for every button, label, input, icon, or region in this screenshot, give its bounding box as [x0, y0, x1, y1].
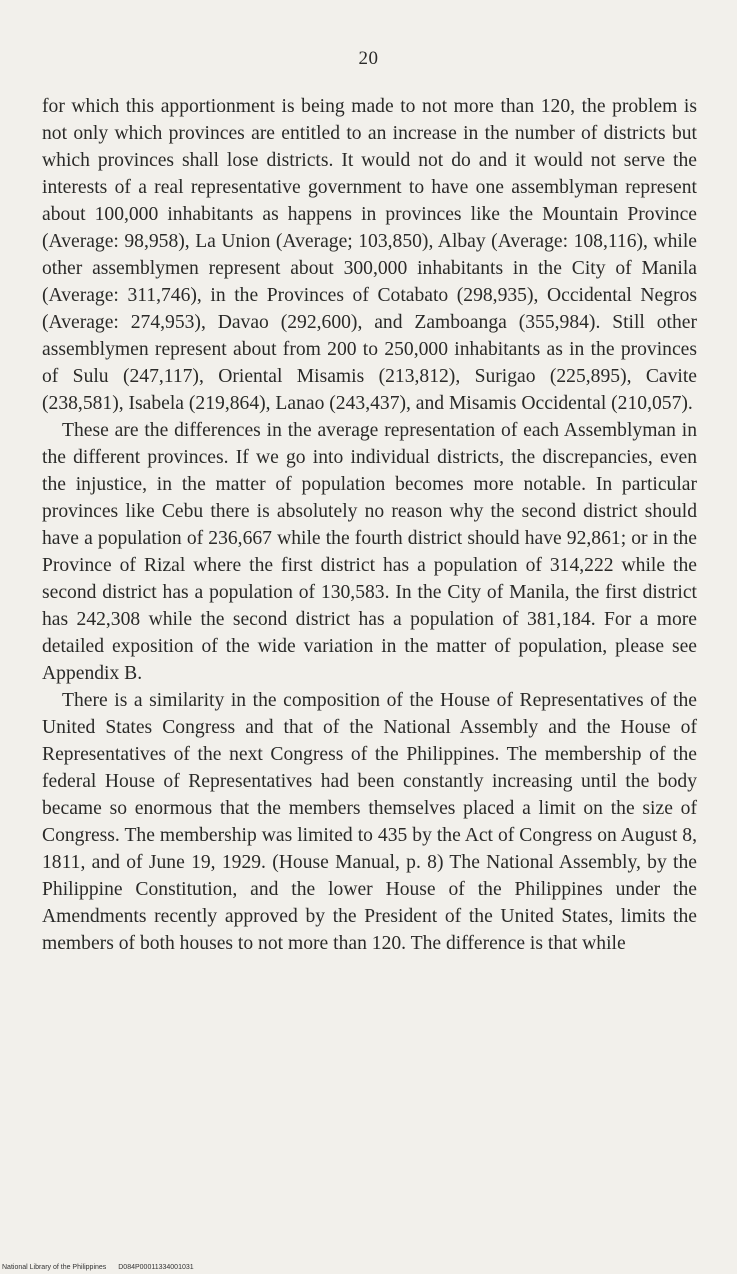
footer-identifier: D084P00011334001031: [118, 1264, 194, 1271]
paragraph-continuation: for which this apportionment is being made to not more than 120, the problem is not only which provinces are entitled to an increase in the number of districts but which provinces shall lose districts. It would not do and it would not serve the interests of a real representative government to have one assemblyman represent about 100,000 inhabitants as happens in provinces like the Mountain Province (Average: 98,958), La Union (Average; 103,850), Albay (Average: 108,116), while other assemblymen represent about 300,000 inhabitants in the City of Manila (Average: 311,746), in the Provinces of Cotabato (298,935), Occidental Negros (Average: 274,953), Davao (292,600), and Zamboanga (355,984). Still other assemblymen represent about from 200 to 250,000 inhabitants as in the provinces of Sulu (247,117), Oriental Misamis (213,812), Surigao (225,895), Cavite (238,581), Isabela (219,864), Lanao (243,437), and Misamis Occidental (210,057).: [42, 96, 697, 414]
scan-footer: [2, 1264, 204, 1271]
page-number: 20: [358, 48, 379, 69]
paragraph-similarity: There is a similarity in the composition of the House of Representatives of the United States Congress and that of the National Assembly and the House of Representatives of the next Congress of the Philippines. The membership of the federal House of Representatives had been constantly increasing until the body became so enormous that the members themselves placed a limit on the size of Congress. The membership was limited to 435 by the Act of Congress on August 8, 1811, and of June 19, 1929. (House Manual, p. 8) The National Assembly, by the Philippine Constitution, and the lower House of the Philippines under the Amendments recently approved by the President of the United States, limits the members of both houses to not more than 120. The difference is that while: [42, 690, 697, 954]
body-text: [42, 93, 697, 957]
paragraph-differences: These are the differences in the average representation of each Assemblyman in the different provinces. If we go into individual districts, the discrepancies, even the injustice, in the matter of population becomes more notable. In particular provinces like Cebu there is absolutely no reason why the second district should have a population of 236,667 while the fourth district should have 92,861; or in the Province of Rizal where the first district has a population of 314,222 while the second district has a population of 130,583. In the City of Manila, the first district has 242,308 while the second district has a population of 381,184. For a more detailed exposition of the wide variation in the matter of population, please see Appendix B.: [42, 420, 697, 684]
footer-institution: National Library of the Philippines: [2, 1264, 107, 1271]
